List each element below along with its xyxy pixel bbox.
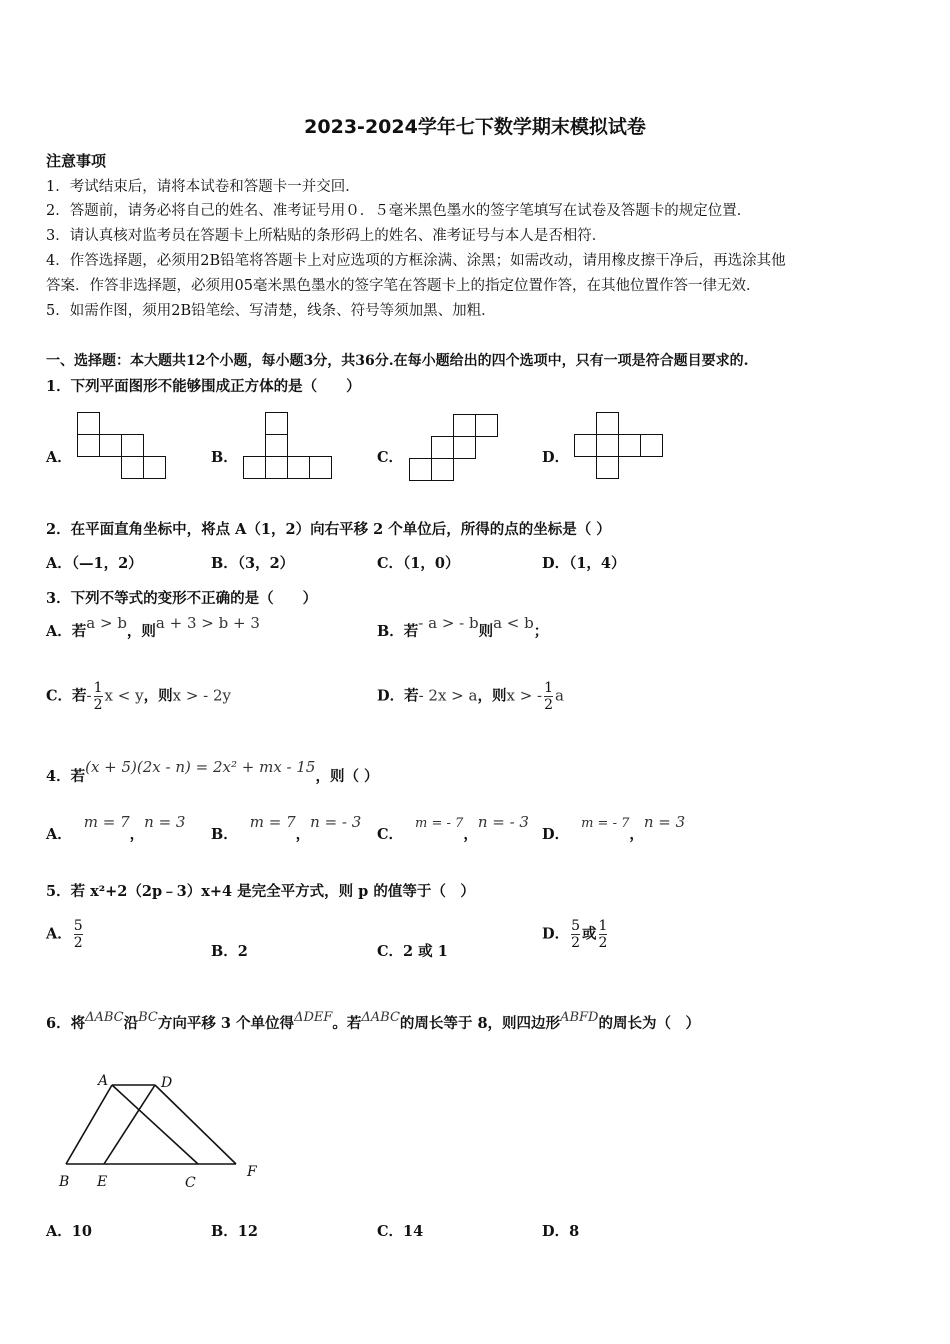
q5-option-a: A． $\frac{5}{2}$ — [46, 918, 83, 951]
q6-option-a: A．10 — [46, 1223, 92, 1240]
q1-option-d: D． — [542, 449, 570, 466]
label-b: B — [59, 1174, 70, 1190]
q3-option-d: D．若- 2x > a，则x > - $\frac{1}{2}$ a — [377, 680, 564, 713]
label-a: A — [98, 1073, 109, 1089]
q5-option-d: D． $\frac{5}{2}$ 或 $\frac{1}{2}$ — [542, 918, 608, 951]
q3-option-c: C．若- $\frac{1}{2}$ x < y，则x > - 2y — [46, 680, 232, 713]
q6-option-b: B．12 — [211, 1223, 258, 1240]
q3-option-b: B．若- a > - b则a < b； — [377, 614, 549, 640]
q5-stem: 5．若 x²+2（2p﹣3）x+4 是完全平方式，则 p 的值等于（ ） — [46, 883, 475, 900]
label-f: F — [247, 1164, 257, 1180]
notice-item: 4．作答选择题，必须用2B铅笔将答题卡上对应选项的方框涂满、涂黑；如需改动，请用橡皮擦干净后，再选涂其他 — [46, 253, 786, 269]
translation-figure — [50, 1068, 270, 1198]
q4-stem: 4．若(x + 5)(2x - n) = 2x² + mx - 15，则（ ） — [46, 758, 379, 785]
q4-option-a: A．m = 7，n = 3 — [46, 813, 186, 843]
notice-item: 1．考试结束后，请将本试卷和答题卡一并交回． — [46, 179, 360, 195]
label-d: D — [161, 1075, 173, 1091]
q5-option-b: B．2 — [211, 943, 248, 960]
notice-item: 3．请认真核对监考员在答题卡上所粘贴的条形码上的姓名、准考证号与本人是否相符． — [46, 228, 607, 244]
q4-option-d: D．m = - 7，n = 3 — [542, 813, 686, 843]
q2-option-b: B．（3，2） — [211, 555, 295, 572]
notice-item: 2．答题前，请务必将自己的姓名、准考证号用０．５毫米黑色墨水的签字笔填写在试卷及答题卡的规定位置． — [46, 203, 752, 219]
q1-option-c: C． — [377, 449, 404, 466]
q1-option-a: A． — [46, 449, 72, 466]
q2-option-a: A．（—1，2） — [46, 555, 143, 572]
q6-stem: 6．将ΔABC沿BC方向平移 3 个单位得ΔDEF。若ΔABC的周长等于 8，则四边形ABFD的周长为（ ） — [46, 1010, 700, 1032]
notice-heading: 注意事项 — [46, 152, 107, 170]
q1-stem: 1．下列平面图形不能够围成正方体的是（ ） — [46, 378, 361, 395]
label-c: C — [185, 1175, 196, 1191]
q2-option-d: D．（1，4） — [542, 555, 626, 572]
page-title: 2023-2024学年七下数学期末模拟试卷 — [304, 116, 646, 138]
label-e: E — [97, 1174, 108, 1190]
q2-option-c: C．（1，0） — [377, 555, 460, 572]
section-heading: 一、选择题：本大题共12个小题，每小题3分，共36分.在每小题给出的四个选项中，只有一项是符合题目要求的. — [46, 353, 749, 369]
notice-item: 5．如需作图，须用2B铅笔绘、写清楚，线条、符号等须加黑、加粗． — [46, 303, 496, 319]
q3-option-a: A．若a > b，则a + 3 > b + 3 — [46, 614, 260, 640]
q4-option-c: C．m = - 7，n = - 3 — [377, 813, 529, 843]
q3-stem: 3．下列不等式的变形不正确的是（ ） — [46, 590, 318, 607]
q6-option-d: D．8 — [542, 1223, 580, 1240]
q5-option-c: C．2 或 1 — [377, 943, 448, 960]
q6-option-c: C．14 — [377, 1223, 424, 1240]
q4-option-b: B．m = 7，n = - 3 — [211, 813, 362, 843]
q2-stem: 2．在平面直角坐标中，将点 A（1，2）向右平移 2 个单位后，所得的点的坐标是（ ） — [46, 521, 611, 538]
notice-item: 答案．作答非选择题，必须用05毫米黑色墨水的签字笔在答题卡上的指定位置作答，在其他位置作答一律无效． — [46, 278, 761, 294]
q1-option-b: B． — [211, 449, 238, 466]
